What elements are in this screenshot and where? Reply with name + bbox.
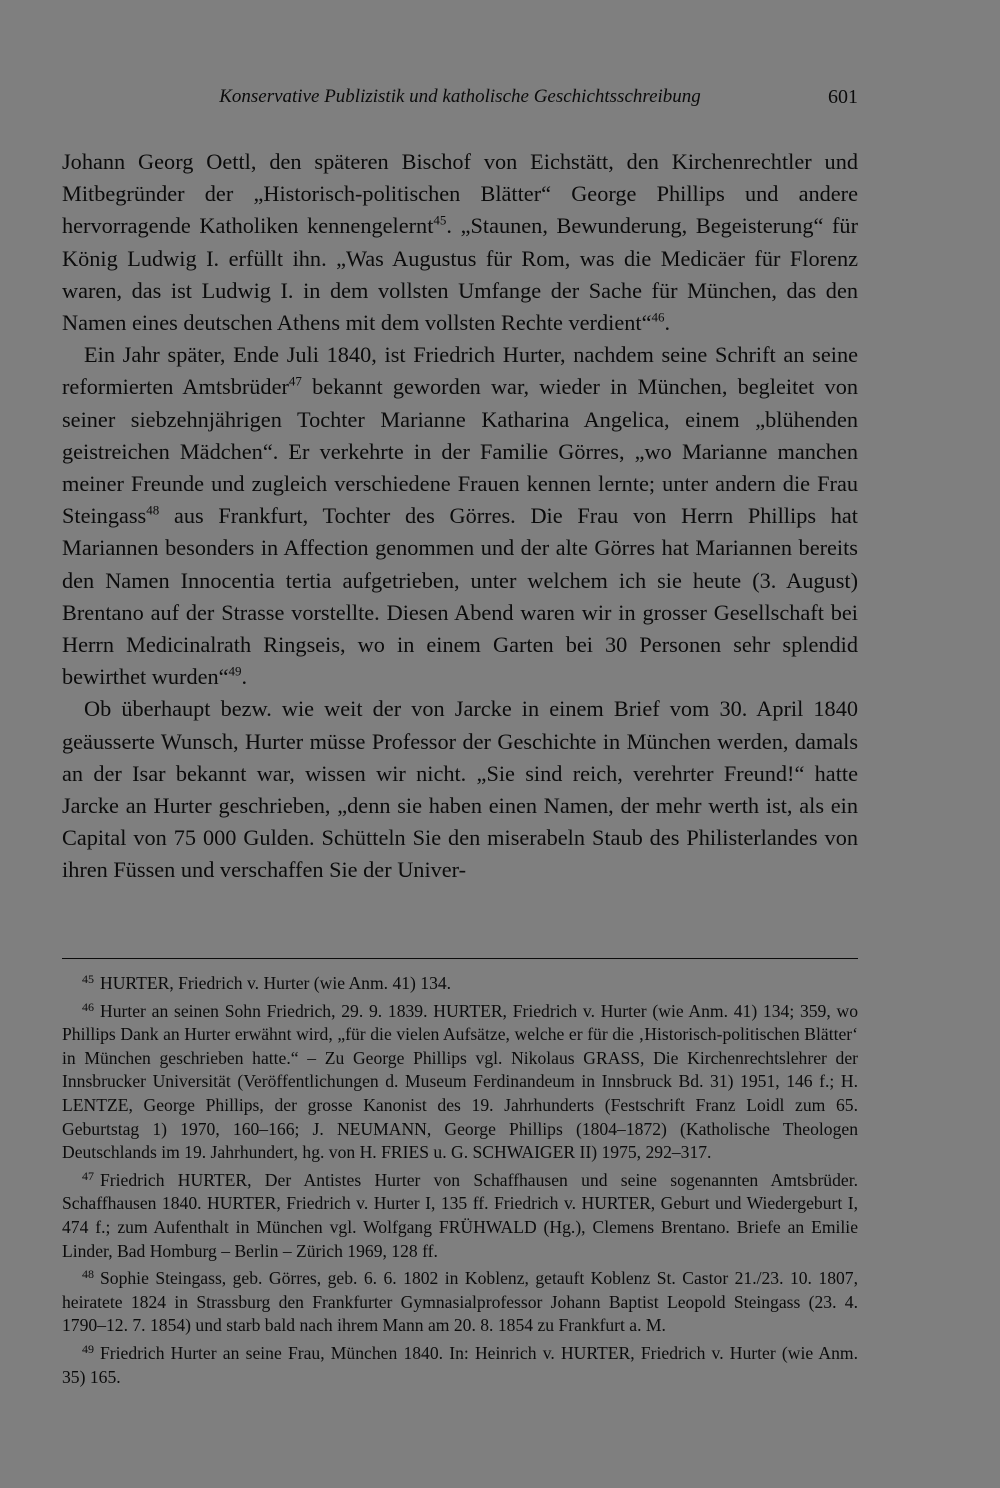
footnote-ref: 49 xyxy=(228,663,242,679)
paragraph-text: Ob überhaupt bezw. wie weit der von Jarcke in einem Brief vom 30. April 1840 geäusserte Wunsch, Hurter müsse Professor der Geschichte in München werden, damals an der Isar bekannt war, wissen wir nicht. „Sie sind reich, verehrter Freund!“ hatte Jarcke an Hurter geschrieben, „denn sie haben einen Namen, der mehr werth ist, als ein Capital von 75 000 Gulden. Schütteln Sie den miserabeln Staub des Philisterlandes von ihren Füssen und verschaffen Sie der Univer- xyxy=(62,696,858,883)
paragraph xyxy=(62,693,858,886)
main-text xyxy=(62,146,858,887)
footnote-ref: 48 xyxy=(146,502,160,518)
footnote xyxy=(62,1263,858,1338)
footnote-number: 47 xyxy=(82,1168,94,1183)
footnote-text: HURTER, Friedrich v. Hurter (wie Anm. 41) 134. xyxy=(100,973,452,993)
footnote-ref: 47 xyxy=(288,374,302,389)
paragraph xyxy=(62,146,858,339)
footnote xyxy=(62,996,858,1165)
paragraph-text: . xyxy=(664,310,671,336)
paragraph-text: aus Frankfurt, Tochter des Görres. Die Frau von Herrn Phillips hat Mariannen besonders in Affection genommen und der alte Görres hat Mariannen bereits den Namen Innocentia tertia aufgetrieben, unter welchem ich sie heute (3. August) Brentano auf der Strasse vorstellte. Diesen Abend waren wir in grosser Gesellschaft bei Herrn Medicinalrath Ringseis, wo in einem Garten bei 30 Personen sehr splendid bewirthet wurden“ xyxy=(62,503,858,690)
footnote-number: 45 xyxy=(82,972,94,986)
paragraph xyxy=(62,339,858,693)
page-header xyxy=(62,86,858,116)
paragraph-text: . „Staunen, Bewunderung, Begeisterung“ für König Ludwig I. erfüllt ihn. „Was Augustus für Rom, was die Medicäer für Florenz waren, das ist Ludwig I. in dem vollsten Umfange der Sache für München, das den Namen eines deutschen Athens mit dem vollsten Rechte verdient“ xyxy=(62,213,859,336)
footnote-text: Friedrich Hurter an seine Frau, München 1840. In: Heinrich v. HURTER, Friedrich v. Hurter (wie Anm. 35) 165. xyxy=(62,1342,858,1387)
footnotes xyxy=(62,968,858,1389)
paragraph-text: Ein Jahr später, Ende Juli 1840, ist Friedrich Hurter, nachdem seine Schrift an seine reformierten Amtsbrüder xyxy=(62,342,858,400)
footnote-number: 48 xyxy=(82,1267,94,1282)
footnote xyxy=(62,1338,858,1389)
page-number: 601 xyxy=(828,86,858,108)
paragraph-text: . xyxy=(241,664,248,690)
footnote xyxy=(62,1165,858,1263)
running-title: Konservative Publizistik und katholische Geschichtsschreibung xyxy=(219,86,701,107)
footnote-number: 49 xyxy=(82,1341,94,1356)
footnote-ref: 46 xyxy=(651,309,665,325)
paragraph-text: bekannt geworden war, wieder in München, begleitet von seiner siebzehnjährigen Tochter Marianne Katharina Angelica, einem „blühenden geistreichen Mädchen“. Er verkehrte in der Familie Görres, „wo Marianne manchen meiner Freunde und zugleich verschiedene Frauen kennen lernte; unter andern die Frau Steingass xyxy=(62,374,858,529)
footnote xyxy=(62,968,858,996)
footnote-text: Sophie Steingass, geb. Görres, geb. 6. 6. 1802 in Koblenz, getauft Koblenz St. Castor 21./23. 10. 1807, heiratete 1824 in Strassburg den Frankfurter Gymnasialprofessor Johann Baptist Leopold Steingass (23. 4. 1790–12. 7. 1854) und starb bald nach ihrem Mann am 20. 8. 1854 zu Frankfurt a. M. xyxy=(62,1268,858,1336)
footnote-ref: 45 xyxy=(433,212,447,228)
footnote-text: Hurter an seinen Sohn Friedrich, 29. 9. 1839. HURTER, Friedrich v. Hurter (wie Anm. 41) 134; 359, wo Phillips Dank an Hurter erwähnt wird, „für die vielen Aufsätze, welche er für die ‚Historisch-politischen Blätter‘ in München geschrieben hatte.“ – Zu George Phillips vgl. Nikolaus GRASS, Die Kirchenrechtslehrer der Innsbrucker Universität (Veröffentlichungen d. Museum Ferdinandeum in Innsbruck Bd. 31) 1951, 146 f.; H. LENTZE, George Phillips, der grosse Kanonist des 19. Jahrhunderts (Festschrift Franz Loidl zum 65. Geburtstag 1) 1970, 160–166; J. NEUMANN, George Phillips (1804–1872) (Katholische Theologen Deutschlands im 19. Jahrhundert, hg. von H. FRIES u. G. SCHWAIGER II) 1975, 292–317. xyxy=(62,1000,858,1163)
footnote-text: Friedrich HURTER, Der Antistes Hurter von Schaffhausen und seine sogenannten Amtsbrüder. Schaffhausen 1840. HURTER, Friedrich v. Hurter I, 135 ff. Friedrich v. HURTER, Geburt und Wiedergeburt I, 474 f.; zum Aufenthalt in München vgl. Wolfgang FRÜHWALD (Hg.), Clemens Brentano. Briefe an Emilie Linder, Bad Homburg – Berlin – Zürich 1969, 128 ff. xyxy=(62,1169,858,1261)
paragraph-text: Johann Georg Oettl, den späteren Bischof von Eichstätt, den Kirchenrechtler und Mitbegründer der „Historisch-politischen Blätter“ George Phillips und andere hervorragende Katholiken kennengelernt xyxy=(62,149,858,239)
footnote-rule xyxy=(62,958,858,959)
footnote-number: 46 xyxy=(82,999,94,1014)
